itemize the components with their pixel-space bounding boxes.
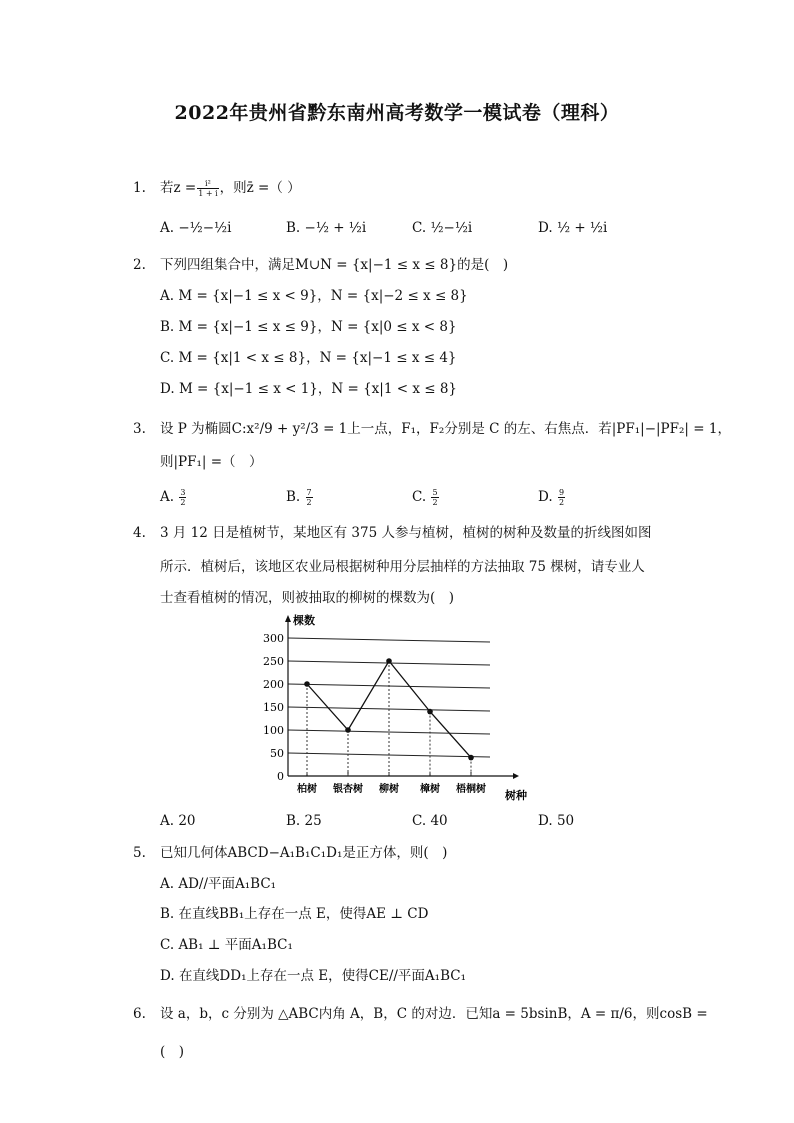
y-tick-label: 300: [263, 632, 284, 645]
question-1-option-c[interactable]: C. ½−½i: [412, 220, 473, 236]
question-4-option-b[interactable]: B. 25: [286, 813, 322, 829]
question-4-stem-line2: 所示．植树后，该地区农业局根据树种用分层抽样的方法抽取 75 棵树，请专业人: [160, 559, 645, 575]
question-1-option-a[interactable]: A. −½−½i: [160, 220, 232, 236]
question-4-option-a[interactable]: A. 20: [160, 813, 196, 829]
data-point: [427, 709, 433, 715]
x-tick-label: 柏树: [297, 784, 317, 795]
x-axis-arrow: [513, 773, 519, 779]
question-3-option-a[interactable]: A. $\frac{3}{2}$: [160, 488, 186, 507]
x-tick-label: 樟树: [420, 784, 440, 795]
x-tick-label: 梧桐树: [456, 784, 486, 795]
y-tick-label: 50: [270, 747, 284, 760]
question-3-stem: 设 P 为椭圆C:x²/9 + y²/3 = 1上一点，F₁，F₂分别是 C 的左、右焦点．若|PF₁|−|PF₂| = 1，: [160, 421, 731, 437]
question-4-option-d[interactable]: D. 50: [538, 813, 575, 829]
question-5-number: 5.: [133, 845, 146, 861]
question-5-option-d[interactable]: D. 在直线DD₁上存在一点 E，使得CE//平面A₁BC₁: [160, 968, 466, 984]
question-1-stem: 若z = $\frac{\text{i²}}{1 + i}$ ，则z̄ =（ ）: [160, 179, 301, 198]
y-axis-arrow: [285, 615, 291, 622]
data-point: [345, 727, 351, 733]
question-3-number: 3.: [133, 421, 146, 437]
question-6-stem: 设 a，b，c 分别为 △ABC内角 A，B，C 的对边．已知a = 5bsinB，A = π/6，则cosB =: [160, 1006, 708, 1022]
question-6-number: 6.: [133, 1006, 146, 1022]
x-tick-label: 柳树: [379, 784, 399, 795]
question-3-option-c[interactable]: C. $\frac{5}{2}$: [412, 488, 438, 507]
question-4-option-c[interactable]: C. 40: [412, 813, 448, 829]
question-2-option-b[interactable]: B. M = {x|−1 ≤ x ≤ 9}，N = {x|0 ≤ x < 8}: [160, 319, 457, 335]
question-4-stem-line1: 3 月 12 日是植树节，某地区有 375 人参与植树，植树的树种及数量的折线图如图: [160, 525, 652, 541]
question-2-stem: 下列四组集合中，满足M∪N = {x|−1 ≤ x ≤ 8}的是( ): [160, 257, 509, 273]
question-3-option-d[interactable]: D. $\frac{9}{2}$: [538, 488, 565, 507]
chart-y-tick-labels: [263, 632, 284, 783]
chart-y-axis-label: 棵数: [293, 614, 315, 627]
y-tick-label: 200: [263, 678, 284, 691]
tree-planting-line-chart: [255, 612, 545, 804]
question-5-option-c[interactable]: C. AB₁ ⊥ 平面A₁BC₁: [160, 937, 293, 953]
question-2-option-a[interactable]: A. M = {x|−1 ≤ x < 9}，N = {x|−2 ≤ x ≤ 8}: [160, 288, 468, 304]
data-point: [386, 658, 392, 664]
y-tick-label: 150: [263, 701, 284, 714]
chart-x-tick-labels: [297, 782, 486, 795]
question-4-number: 4.: [133, 525, 146, 541]
y-tick-label: 250: [263, 655, 284, 668]
data-point: [468, 755, 474, 761]
question-2-option-c[interactable]: C. M = {x|1 < x ≤ 8}，N = {x|−1 ≤ x ≤ 4}: [160, 350, 457, 366]
chart-axes: [285, 615, 519, 779]
y-tick-label: 0: [277, 770, 284, 783]
x-tick-label: 银杏树: [333, 784, 363, 795]
chart-drop-lines: [307, 661, 471, 776]
question-1-option-d[interactable]: D. ½ + ½i: [538, 220, 608, 236]
question-2-option-d[interactable]: D. M = {x|−1 ≤ x < 1}，N = {x|1 < x ≤ 8}: [160, 381, 458, 397]
question-3-stem-line2: 则|PF₁| =（ ）: [160, 454, 263, 470]
question-5-option-b[interactable]: B. 在直线BB₁上存在一点 E，使得AE ⊥ CD: [160, 906, 429, 922]
question-1-option-b[interactable]: B. −½ + ½i: [286, 220, 367, 236]
y-tick-label: 100: [263, 724, 284, 737]
question-5-stem: 已知几何体ABCD−A₁B₁C₁D₁是正方体，则( ): [160, 845, 448, 861]
question-6-stem-line2: ( ): [160, 1044, 185, 1060]
stem-fraction: $\frac{\text{i²}}{1 + i}$: [198, 179, 218, 198]
question-3-option-b[interactable]: B. $\frac{7}{2}$: [286, 488, 312, 507]
page-title: 2022年贵州省黔东南州高考数学一模试卷（理科）: [174, 102, 620, 124]
question-5-option-a[interactable]: A. AD//平面A₁BC₁: [160, 876, 277, 892]
data-point: [304, 681, 310, 687]
question-1-number: 1.: [133, 180, 146, 196]
question-2-number: 2.: [133, 257, 146, 273]
question-4-stem-line3: 士查看植树的情况，则被抽取的柳树的棵数为( ): [160, 590, 455, 606]
gridline: [288, 638, 490, 642]
chart-x-axis-label: 树种: [505, 789, 527, 802]
